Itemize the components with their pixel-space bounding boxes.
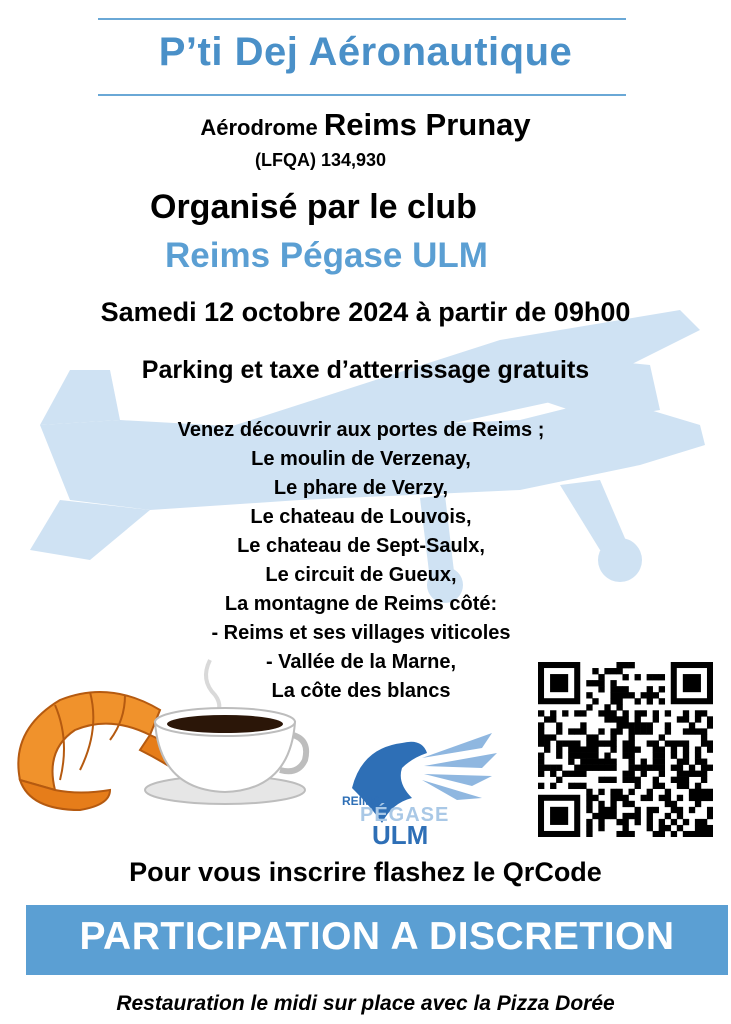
qr-code[interactable] (538, 662, 713, 837)
discover-line: Le chateau de Sept-Saulx, (237, 535, 485, 557)
discover-line: Venez découvrir aux portes de Reims ; (177, 419, 545, 441)
discover-line: Le circuit de Gueux, (265, 564, 457, 586)
qr-code-graphic (538, 662, 713, 837)
discover-line: - Vallée de la Marne, (265, 651, 457, 673)
event-date: Samedi 12 octobre 2024 à partir de 09h00 (100, 297, 631, 327)
event-title: P’ti Dej Aéronautique (158, 30, 573, 74)
organizer-line: Organisé par le club (150, 188, 477, 226)
discover-line: Le phare de Verzy, (273, 477, 449, 499)
top-rule (98, 18, 626, 20)
discover-line: Le moulin de Verzenay, (251, 448, 471, 470)
catering-note: Restauration le midi sur place avec la Pizza Dorée (116, 992, 615, 1015)
venue-line (0, 107, 731, 143)
logo-text-middle: PÉGASE (360, 804, 450, 826)
discover-line: La côte des blancs (271, 680, 451, 702)
signup-instruction: Pour vous inscrire flashez le QrCode (129, 857, 602, 887)
coffee-cup-illustration (140, 650, 310, 810)
venue-code-frequency: (LFQA) 134,930 (255, 150, 387, 170)
discover-line: - Reims et ses villages viticoles (211, 622, 511, 644)
participation-banner-text: PARTICIPATION A DISCRETION (79, 915, 675, 958)
parking-info: Parking et taxe d’atterrissage gratuits (141, 356, 590, 384)
discover-line: Le chateau de Louvois, (250, 506, 472, 528)
venue-name: Reims Prunay (323, 107, 531, 142)
discover-line: La montagne de Reims côté: (224, 593, 498, 615)
venue-prefix: Aérodrome (200, 115, 318, 140)
logo-text-bottom: ULM (372, 820, 429, 850)
club-name: Reims Pégase ULM (165, 236, 488, 275)
title-rule (98, 94, 626, 96)
logo-text-top: REIMS (342, 794, 381, 808)
